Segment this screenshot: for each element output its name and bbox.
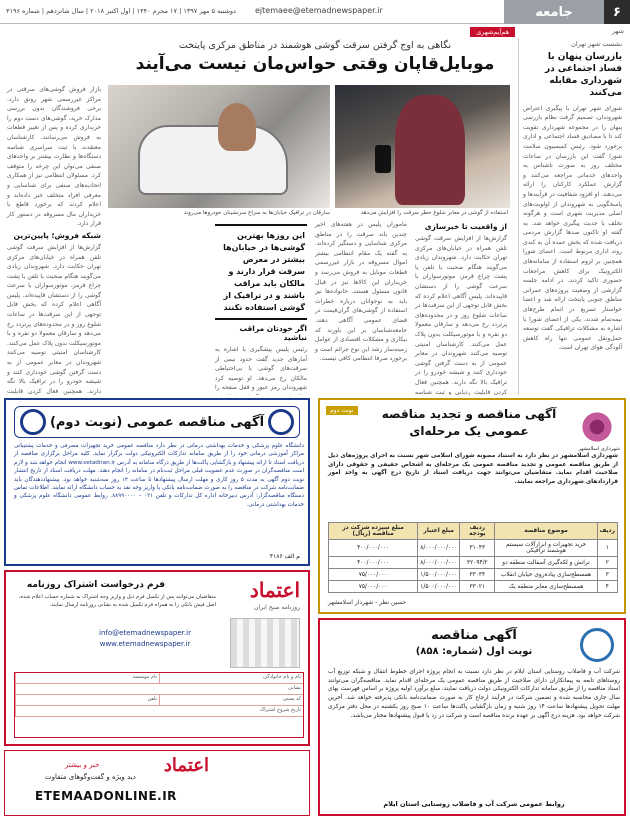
form-row	[15, 695, 303, 706]
side-article-body: شورای شهر تهران با پیگیری اعتراض شهروندان، تصمیم گرفت نظام بازرسی پنهان را در مجموعه شهرداری تقویت کند تا با مصادیق فساد اجتماعی و اداری برخورد شود. رئیس کمیسیون سلامت شورا گفت این بازرسان در ساعات مختلف روز به صورت ناشناس به واحدهای خدماتی مراجعه می‌کنند و گزارش عملکرد کارکنان را ارائه می‌دهند. او افزود شفافیت در فرآیندها و پاسخگویی به شهروندان از اولویت‌های اصلی مدیریت شهری است و هرگونه تخلف با جدیت پیگیری خواهد شد. به گفته او تاکنون صدها گزارش مردمی دریافت شده که بخش عمده آن به کندی روند اداری مربوط است. اعضای شورا همچنین بر لزوم استفاده از سامانه‌های الکترونیک برای کاهش مراجعات حضوری تاکید کردند. در ادامه جلسه گزارشی از وضعیت پروژه‌های عمرانی مناطق جنوبی پایتخت ارائه شد و اعضا خواستار تسریع در اتمام طرح‌های نیمه‌تمام شدند. یکی از اعضای شورا با اشاره به مشکلات ترافیکی گفت توسعه حمل‌ونقل عمومی تنها راه کاهش آلودگی هوای تهران است.	[523, 104, 622, 352]
ad-tender-municipality-title: آگهی مناقصه و تجدید مناقصه عمومی یک مرحله‌ای	[381, 407, 557, 438]
rose-logo-icon	[580, 410, 614, 444]
form-field-org[interactable]: نام موسسه	[15, 673, 159, 683]
table-row	[329, 581, 618, 593]
cell: ۷۵/۰۰۰/۰۰۰	[329, 581, 418, 593]
form-field-name[interactable]: نام و نام خانوادگی	[159, 673, 303, 683]
ad-etemad-online[interactable]	[4, 750, 310, 816]
page-number: ۶	[604, 0, 630, 24]
cell: ۳۲۰۹۴/۲	[460, 557, 495, 569]
th-budget-row: ردیف بودجه	[460, 523, 495, 540]
phone-icon	[375, 145, 391, 173]
ad-tender-university-code: م الف ۴۱۸۶	[269, 553, 300, 560]
cell: همسطح‌سازی پیاده‌روی خیابان انقلاب	[495, 569, 597, 581]
subscription-form	[14, 672, 304, 738]
ad-tender-municipality-org: شهرداری اسلامشهر	[578, 446, 620, 452]
cell: ۴۰۰/۰۰۰/۰۰۰	[329, 540, 418, 557]
article-column-4	[4, 85, 104, 395]
newspaper-stack-icon	[230, 618, 300, 668]
tender-table	[328, 522, 618, 593]
ad-tender-water-title	[384, 628, 564, 660]
table-row	[329, 569, 618, 581]
column-4-body-b: گزارش‌ها از افزایش سرقت گوشی تلفن همراه در خیابان‌های مرکزی تهران حکایت دارد. شهروندان زیادی می‌گویند هنگام صحبت با تلفن یا پشت چراغ قرمز، موتورسواران با سرعت گوشی را از دستشان قاپیده‌اند. پلیس آگاهی اعلام کرده که بخش قابل توجهی از این سرقت‌ها در ساعات شلوغ روز و در محدوده‌های پرتردد رخ می‌دهد و سارقان معمولا دو نفره و با موتورسیکلت بدون پلاک عمل می‌کنند. کارشناسان امنیتی توصیه می‌کنند شهروندان در معابر عمومی از به دست گرفتن گوشی خودداری کنند و شیشه خودرو را در ترافیک بالا نگه دارند. همچنین فعال کردن قابلیت	[7, 243, 101, 395]
ad-subscription[interactable]	[4, 570, 310, 746]
cell: همسطح‌سازی معابر منطقه یک	[495, 581, 597, 593]
column-2-body: ماموران پلیس در هفته‌های اخیر چندین باند سرقت را در مناطق مرکزی شناسایی و دستگیر کرده‌اند. به گفته یک مقام انتظامی بیشتر اموال مسروقه در بازار غیررسمی قطعات موبایل به فروش می‌رسد و خریداران این کالاها نیز در قبال قانون مسئول هستند. خانواده‌ها نیز باید به نوجوانان درباره خطرات استفاده از گوشی‌های گران‌قیمت در فضای عمومی آگاهی دهند. جامعه‌شناسان بر این باورند که بیکاری و مشکلات اقتصادی از عوامل زمینه‌ساز رشد این نوع جرائم است و برخورد صرفا انتظامی کافی نیست.	[315, 221, 407, 363]
form-field-address[interactable]: نشانی	[15, 684, 303, 694]
column-1-heading: از واقعیت تا خبرسازی	[424, 222, 507, 231]
cell: ۳۳۰۳۴	[460, 569, 495, 581]
cell: ترانش و لکه‌گیری آسفالت منطقه دو	[495, 557, 597, 569]
cell: ۳۱۰۴۳	[460, 540, 495, 557]
article-column-2	[312, 220, 410, 395]
ad-tender-municipality[interactable]	[318, 398, 626, 614]
form-row	[15, 673, 303, 684]
ad-tender-water-body: شرکت آب و فاضلاب روستایی استان ایلام در نظر دارد نسبت به انجام پروژه اجرای خطوط انتقال و شبکه توزیع آب روستاهای تابعه به پیمانکاران دارای صلاحیت از طریق مناقصه عمومی یک مرحله‌ای اقدام نماید. مناقصه‌گران می‌توانند اسناد مناقصه را از طریق سامانه تدارکات الکترونیکی دولت دریافت نمایند. مبلغ برآورد اولیه پروژه بر اساس فهرست بهای سال جاری محاسبه شده و تضمین شرکت در فرآیند ارجاع کار به صورت ضمانت‌نامه بانکی پذیرفته خواهد شد. آخرین مهلت تحویل پیشنهادها ساعت ۱۴ روز شنبه و زمان بازگشایی پاکت‌ها ساعت ۱۰ صبح روز یکشنبه در محل دفتر مرکزی شرکت خواهد بود. هزینه درج آگهی بر عهده برنده مناقصه است و شرکت در رد یا قبول پیشنهادها مختار می‌باشد.	[328, 669, 620, 719]
main-article-headline[interactable]: موبایل‌قاپان وقتی حواس‌مان نیست می‌آیند	[135, 54, 495, 74]
photo-car-driver	[108, 85, 330, 208]
subscription-title: فرم درخواست اشتراک روزنامه	[26, 580, 166, 590]
university-logo-icon	[268, 409, 294, 435]
subscription-site[interactable]: www.etemadnewspaper.ir	[99, 640, 191, 648]
side-article-byline: نشست شهر تهران	[571, 40, 622, 48]
form-row	[15, 684, 303, 695]
ad-tender-water-sign: روابط عمومی شرکت آب و فاضلاب روستایی استان ایلام	[383, 800, 565, 808]
th-subject: موضوع مناقصه	[495, 523, 597, 540]
cell: ۸/۰۰۰/۰۰۰/۰۰۰	[418, 557, 460, 569]
section-email[interactable]: ejtemaee@etemadnewspaper.ir	[255, 6, 383, 15]
table-row	[329, 540, 618, 557]
driver-figure	[218, 103, 256, 151]
sub-bar	[0, 27, 630, 37]
section-tab[interactable]: جامعه	[504, 0, 604, 24]
cell: ۲	[597, 557, 617, 569]
cell: ۸/۰۰۰/۰۰۰/۰۰۰	[418, 540, 460, 557]
side-article	[518, 38, 626, 395]
photo-caption-1: سارقان در ترافیک خیابان‌ها به سراغ سرنشینان خودروها می‌روند	[183, 210, 330, 216]
etemad-logo: اعتماد	[249, 578, 300, 602]
th-index: ردیف	[597, 523, 617, 540]
subscription-note: متقاضیان می‌توانند پس از تکمیل فرم ذیل و واریز وجه اشتراک به شماره حساب اعلام شده، اصل فیش بانکی را به همراه فرم تکمیل شده به نشانی روزنامه ارسال نمایند.	[18, 594, 216, 608]
sub-section-label: شهر	[611, 27, 624, 35]
cell: ۳۳۰۲۱	[460, 581, 495, 593]
sub-section-tag: هم‌آیم‌شهری	[470, 27, 515, 37]
ad-tender-university[interactable]	[4, 398, 310, 566]
water-company-logo-icon	[580, 628, 614, 662]
th-credit: مبلغ اعتبار	[418, 523, 460, 540]
form-row	[15, 706, 303, 717]
ad-tender-water-subtitle: نوبت اول (شماره: ۸۵۸)	[415, 646, 533, 657]
masthead	[0, 0, 630, 24]
cell: ۳	[597, 569, 617, 581]
column-3-heading: اگر خودتان مراقب نباشید	[239, 324, 307, 342]
photo-caption-2: استفاده از گوشی در معابر شلوغ خطر سرقت را افزایش می‌دهد	[360, 210, 508, 216]
online-url-link[interactable]: ETEMAADONLINE.IR	[35, 789, 177, 803]
cell: ۴۰۰/۰۰۰/۰۰۰	[329, 557, 418, 569]
main-article-kicker: نگاهی به اوج گرفتن سرقت گوشی هوشمند در مناطق مرکزی پایتخت	[178, 40, 452, 51]
tender-table-header	[329, 523, 618, 540]
subscription-email[interactable]: info@etemadnewspaper.ir	[99, 629, 191, 637]
online-slogan-2: دید ویژه و گفت‌وگوهای متفاوت	[45, 773, 136, 781]
column-3-body: رئیس پلیس پیشگیری با اشاره به آمارهای جدید گفت حدود نیمی از سرقت‌های گوشی با بی‌احتیاطی مالکان رخ می‌دهد. او توصیه کرد شهروندان رمز عبور و قفل صفحه را	[215, 346, 307, 392]
car-figure	[138, 125, 288, 195]
form-field-phone[interactable]: تلفن	[15, 695, 159, 705]
online-slogan: خبر و بیشتر	[65, 761, 100, 769]
dateline: دوشنبه ۵ مهر ۱۳۹۷ | ۱۷ محرم ۱۴۴۰ | اول اکتبر ۲۰۱۸ | سال شانزدهم | شماره ۴۱۹۶	[6, 7, 236, 15]
cell: ۷۵/۰۰۰/۰۰۰	[329, 569, 418, 581]
ad-tender-municipality-tag: نوبت دوم	[326, 406, 358, 415]
cell: ۱/۵۰۰/۰۰۰/۰۰۰	[418, 581, 460, 593]
ad-tender-water-heading: آگهی مناقصه	[431, 628, 517, 643]
cell: ۱/۵۰۰/۰۰۰/۰۰۰	[418, 569, 460, 581]
ad-tender-university-body: دانشگاه علوم پزشکی و خدمات بهداشتی درمانی در نظر دارد مناقصه عمومی خرید تجهیزات مصرفی و خدمات پشتیبانی مراکز آموزشی درمانی خود را از طریق سامانه تدارکات الکترونیکی دولت برگزار نماید. کلیه مراحل برگزاری مناقصه از دریافت اسناد تا ارائه پیشنهاد و بازگشایی پاکت‌ها از طریق درگاه سامانه به آدرس www.setadiran.ir انجام خواهد شد و لازم است مناقصه‌گران در صورت عدم عضویت قبلی مراحل ثبت‌نام در سامانه را انجام دهند. مهلت دریافت اسناد از تاریخ انتشار نوبت دوم آگهی به مدت ۵ روز کاری و مهلت ارسال پیشنهادها تا ساعت ۱۴ روز سه‌شنبه خواهد بود. پیشنهاددهندگان باید ضمانت‌نامه شرکت در مناقصه را به صورت ضمانت‌نامه بانکی یا واریز وجه نقد به حساب دانشگاه ارائه نمایند. اطلاعات تماس دستگاه مناقصه‌گزار: آدرس دبیرخانه اداره کل تدارکات و تلفن ۰۲۱ – ۸۸۹۹۰۰۰۰. روابط عمومی دانشگاه علوم پزشکی و خدمات بهداشتی درمانی.	[14, 443, 305, 508]
woman-figure	[395, 95, 465, 205]
article-column-3	[212, 220, 310, 395]
article-column-1	[412, 220, 510, 395]
etemad-online-logo: اعتماد	[163, 755, 209, 776]
form-field-start[interactable]: تاریخ شروع اشتراک	[15, 706, 303, 716]
table-row	[329, 557, 618, 569]
column-1-body: گزارش‌ها از افزایش سرقت گوشی تلفن همراه در خیابان‌های مرکزی تهران حکایت دارد. شهروندان زیادی می‌گویند هنگام صحبت با تلفن یا پشت چراغ قرمز، موتورسواران با سرعت گوشی را از دستشان قاپیده‌اند. پلیس آگاهی اعلام کرده که بخش قابل توجهی از این سرقت‌ها در ساعات شلوغ روز و در محدوده‌های پرتردد رخ می‌دهد و سارقان معمولا دو نفره و با موتورسیکلت بدون پلاک عمل می‌کنند. کارشناسان امنیتی توصیه می‌کنند شهروندان در معابر عمومی از به دست گرفتن گوشی خودداری کنند و شیشه خودرو را در ترافیک بالا نگه دارند. همچنین فعال کردن قابلیت ردیابی و ثبت شناسه	[415, 235, 507, 395]
side-article-title[interactable]: بازرسان پنهان با فساد اجتماعی در شهرداری مقابله می‌کنند	[544, 52, 622, 99]
ad-tender-municipality-intro: شهرداری اسلامشهر در نظر دارد به استناد مصوبه شورای اسلامی شهر نسبت به اجرای پروژه‌های ذیل از طریق مناقصه عمومی و تجدید مناقصه عمومی یک مرحله‌ای به اشخاص حقیقی و حقوقی دارای صلاحیت اقدام نماید. متقاضیان می‌توانند جهت دریافت اسناد از تاریخ درج آگهی به واحد امور قراردادهای شهرداری مراجعه نمایند.	[328, 453, 618, 485]
pull-quote: این روزها بهترین گوشی‌ها در خیابان‌ها بیشتر در معرض سرقت قرار دارند و مالکان باید مراقب باشند و در ترافیک از گوشی استفاده نکنند	[215, 224, 307, 320]
university-logo-icon-left	[20, 409, 46, 435]
cell: ۱	[597, 540, 617, 557]
cell: ۴	[597, 581, 617, 593]
th-deposit: مبلغ سپرده شرکت در مناقصه (ریال)	[329, 523, 418, 540]
cell: خرید تجهیزات و ابزارآلات سیستم هوشمند ترافیکی	[495, 540, 597, 557]
column-4-heading: شبکه فروش؛ پایین‌ترین	[13, 230, 101, 240]
column-4-body-a: بازار فروش گوشی‌های سرقتی در مراکز غیررسمی شهر رونق دارد. برخی فروشندگان بدون بررسی مدارک خرید، گوشی‌های دست دوم را خریداری کرده و پس از تغییر قطعات به فروش می‌رسانند. کارشناسان معتقدند با ثبت سراسری شناسه دستگاه‌ها و نظارت بیشتر بر واحدهای صنفی می‌توان این چرخه را متوقف کرد. مسئولان انتظامی نیز از همکاری اتحادیه‌های صنفی برای شناسایی و معرفی افراد متخلف خبر داده‌اند و اعلام کردند که برخورد قاطع با خریداران مال مسروقه در دستور کار قرار دارد.	[7, 86, 101, 228]
form-field-postal[interactable]: کد پستی	[159, 695, 303, 705]
etemad-logo-sub: روزنامه صبح ایران	[254, 604, 300, 611]
ad-tender-university-title: آگهی مناقصه عمومی (نوبت دوم)	[14, 406, 300, 438]
ad-tender-municipality-sign: حسین‌ نظر - شهردار اسلامشهر	[328, 599, 407, 606]
photo-woman-phone	[335, 85, 510, 208]
subscription-contact	[70, 628, 220, 650]
ad-tender-water[interactable]	[318, 618, 626, 816]
